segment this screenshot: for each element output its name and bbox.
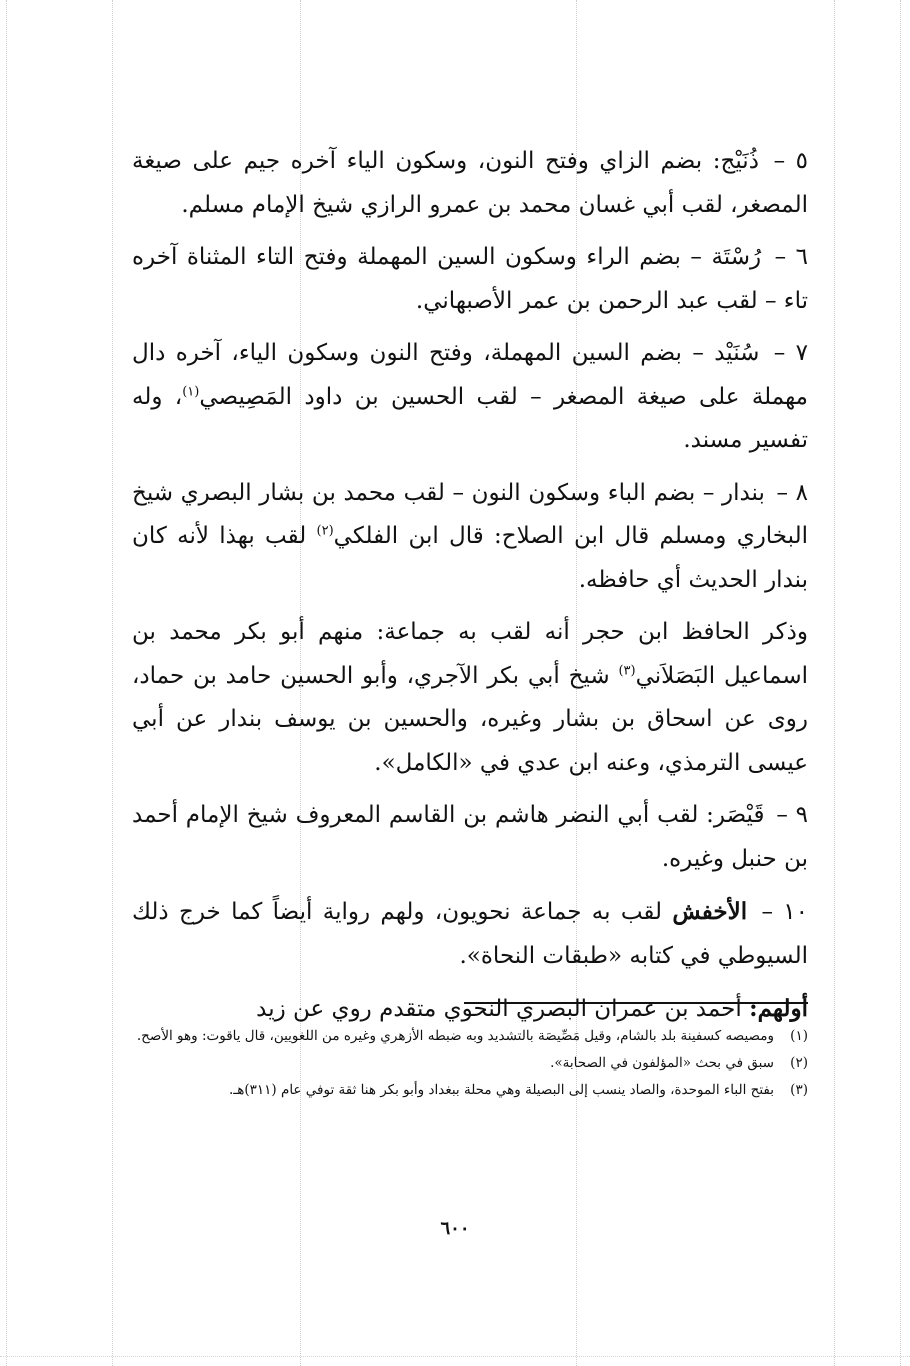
- page-number: ٦٠٠: [440, 1218, 470, 1239]
- scan-guide-line: [112, 0, 113, 1366]
- footnote-number: (١): [790, 1028, 808, 1044]
- entry-text: – بضم الراء وسكون السين المهملة وفتح التاء المثناة آخره تاء – لقب عبد الرحمن بن عمر الأصبهاني.: [132, 244, 808, 314]
- scan-guide-line: [6, 0, 7, 1366]
- entry-text: – بضم السين المهملة، وفتح النون وسكون الياء، آخره دال مهملة على صيغة المصغر – لقب الحسين بن داود المَصِيصي: [132, 340, 808, 410]
- footnote-text: سبق في بحث «المؤلفون في الصحابة».: [550, 1055, 774, 1071]
- scan-guide-line: [900, 0, 901, 1366]
- scan-guide-line: [0, 1356, 910, 1357]
- entry-number: ٦ –: [774, 244, 809, 270]
- entry-paragraph: [132, 794, 808, 881]
- footnote-text: بفتح الباء الموحدة، والصاد ينسب إلى البصيلة وهي محلة ببغداد وأبو بكر هنا ثقة توفي عام (٣١١)هـ.: [229, 1082, 774, 1098]
- entry-number: ٨ –: [776, 479, 808, 506]
- entry-term: الأخفش: [672, 898, 748, 925]
- entry-paragraph: [132, 987, 808, 1032]
- entry-paragraph: [132, 890, 808, 978]
- footnote: [132, 1080, 808, 1101]
- entry-paragraph: [132, 236, 808, 323]
- entry-term: بندار: [721, 479, 765, 506]
- entry-number: ١٠ –: [761, 899, 809, 925]
- entry-term: رُسْتَة: [711, 244, 762, 270]
- footnote-reference[interactable]: (١): [182, 383, 200, 399]
- footnote-text: ومصيصه كسفينة بلد بالشام، وقيل مَصِّيصَة بالتشديد وبه ضبطه الأزهري وغيره من اللغويين، قال ياقوت: وهو الأصح.: [136, 1028, 774, 1044]
- entry-term: أولهم:: [749, 995, 808, 1022]
- footnote-divider: [464, 1002, 808, 1004]
- entry-text-continued: شيخ أبي بكر الآجري، وأبو الحسين حامد بن حماد، روى عن اسحاق بن بشار وغيره، والحسين بن يوسف بندار عن أبي عيسى الترمذي، وعنه ابن عدي في «الكامل».: [132, 662, 808, 776]
- entry-text: – بضم الباء وسكون النون – لقب محمد بن بشار البصري شيخ البخاري ومسلم قال ابن الصلاح: قال ابن الفلكي: [132, 479, 808, 549]
- entry-number: ٩ –: [776, 802, 809, 828]
- entry-paragraph: [132, 472, 808, 603]
- entry-number: ٧ –: [773, 340, 808, 366]
- entry-text-continued: ، وله تفسير مسند.: [132, 383, 808, 453]
- entry-text: : بضم الزاي وفتح النون، وسكون الياء آخره جيم على صيغة المصغر، لقب أبي غسان محمد بن عمرو الرازي شيخ الإمام مسلم.: [132, 148, 808, 218]
- footnotes: [132, 1026, 808, 1107]
- entry-paragraph: [132, 332, 808, 463]
- entry-text-continued: لقب بهذا لأنه كان بندار الحديث أي حافظه.: [132, 523, 808, 593]
- entry-text: أحمد بن عمران البصري النحوي متقدم روي عن زيد: [256, 996, 750, 1022]
- entry-text: : لقب أبي النضر هاشم بن القاسم المعروف شيخ الإمام أحمد بن حنبل وغيره.: [132, 802, 808, 872]
- scan-guide-line: [834, 0, 835, 1366]
- entry-text: وذكر الحافظ ابن حجر أنه لقب به جماعة: منهم أبو بكر محمد بن اسماعيل البَصَلاَني: [132, 619, 808, 689]
- entry-term: سُنَيْد: [714, 340, 760, 366]
- footnote: [132, 1026, 808, 1047]
- entry-term: ذُنَيْج: [720, 148, 759, 174]
- entry-term: قَيْصَر: [713, 802, 765, 828]
- footnote: [132, 1053, 808, 1074]
- entry-text: لقب به جماعة نحويون، ولهم رواية أيضاً كما خرج ذلك السيوطي في كتابه «طبقات النحاة».: [132, 899, 808, 969]
- footnote-number: (٢): [790, 1055, 808, 1071]
- entry-paragraph: [132, 611, 808, 785]
- entry-number: ٥ –: [773, 148, 809, 174]
- footnote-reference[interactable]: (٣): [618, 662, 636, 678]
- footnote-reference[interactable]: (٢): [316, 523, 334, 539]
- footnote-number: (٣): [790, 1082, 808, 1098]
- entry-paragraph: [132, 140, 808, 227]
- main-text: [132, 140, 808, 1041]
